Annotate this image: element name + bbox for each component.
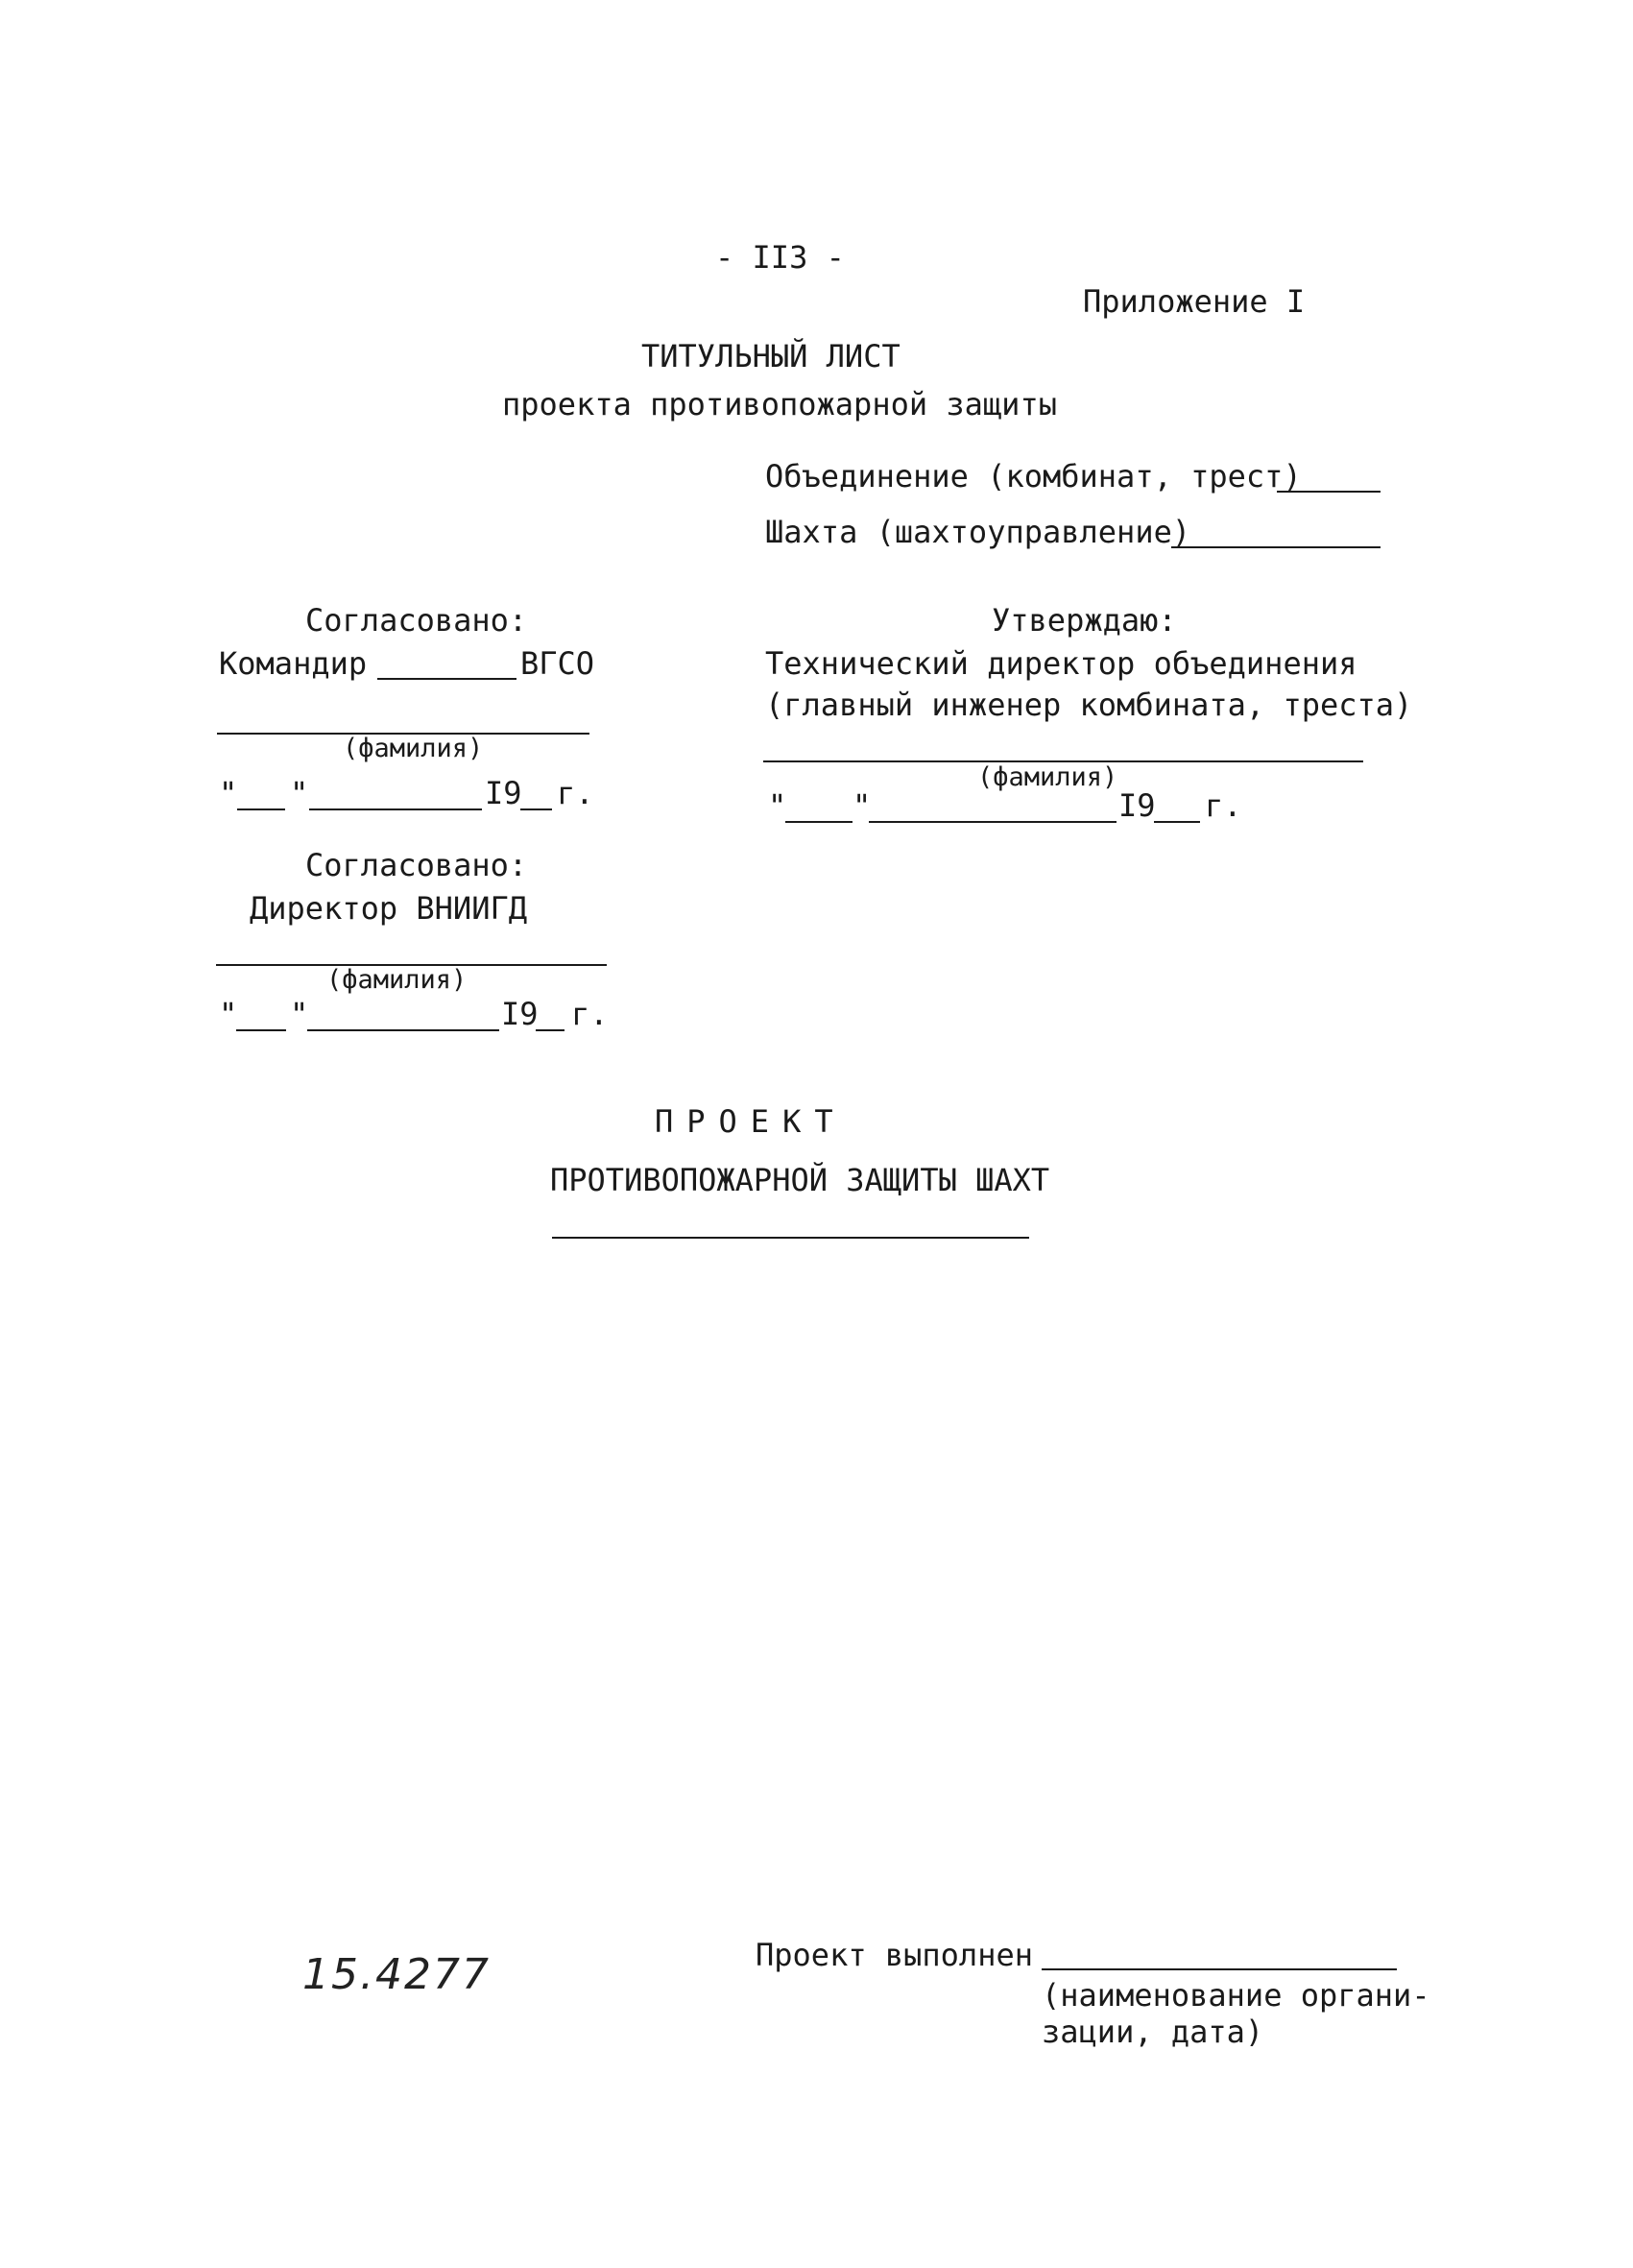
- vniigd-surname-hint: (фамилия): [326, 965, 468, 995]
- association-label: Объединение (комбинат, трест): [765, 458, 1302, 495]
- vgso-surname-hint: (фамилия): [343, 734, 484, 763]
- approved-year-suffix: г.: [1205, 787, 1242, 824]
- project-title: ПРОЕКТ: [655, 1103, 847, 1140]
- appendix-label: Приложение I: [1083, 283, 1306, 320]
- done-by-note-line2: зации, дата): [1042, 2014, 1264, 2050]
- vniigd-year-line: [536, 1029, 564, 1031]
- approved-year-line: [1154, 821, 1200, 823]
- page-number: - II3 -: [715, 239, 845, 276]
- approved-heading: Утверждаю:: [992, 602, 1177, 639]
- mine-line: [1171, 546, 1381, 548]
- commander-label: Командир: [219, 645, 368, 682]
- commander-unit-line: [377, 678, 516, 680]
- done-by-line: [1042, 1968, 1397, 1970]
- done-by-label: Проект выполнен: [756, 1937, 1033, 1973]
- vgso-quote-close: ": [290, 775, 309, 811]
- approved-surname-hint: (фамилия): [977, 762, 1118, 792]
- approved-quote-open: ": [768, 787, 787, 824]
- vgso-year: I9: [485, 775, 522, 811]
- approved-line2: (главный инженер комбината, треста): [765, 687, 1413, 723]
- vgso-year-suffix: г.: [557, 775, 594, 811]
- vgso-day-line: [237, 808, 285, 810]
- document-code: 15.4277: [302, 1950, 491, 1999]
- title-sheet-subtitle: проекта противопожарной защиты: [502, 386, 1057, 422]
- vgso-label: ВГСО: [520, 645, 595, 682]
- vniigd-day-line: [236, 1029, 286, 1031]
- approved-month-line: [869, 821, 1117, 823]
- vniigd-year: I9: [501, 996, 539, 1032]
- vgso-year-line: [520, 808, 552, 810]
- approved-day-line: [785, 821, 853, 823]
- vniigd-director-label: Директор ВНИИГД: [250, 890, 527, 927]
- approved-year: I9: [1118, 787, 1156, 824]
- done-by-note-line1: (наименование органи-: [1042, 1977, 1430, 2014]
- vgso-month-line: [309, 808, 482, 810]
- association-line: [1277, 491, 1381, 493]
- vgso-quote-open: ": [219, 775, 238, 811]
- project-subtitle: ПРОТИВОПОЖАРНОЙ ЗАЩИТЫ ШАХТ: [550, 1162, 1050, 1198]
- vniigd-month-line: [307, 1029, 499, 1031]
- vniigd-year-suffix: г.: [571, 996, 609, 1032]
- title-sheet-heading: ТИТУЛЬНЫЙ ЛИСТ: [641, 338, 901, 374]
- approved-line1: Технический директор объединения: [765, 645, 1357, 682]
- agreed-vniigd-heading: Согласовано:: [305, 847, 528, 883]
- vniigd-quote-close: ": [290, 996, 309, 1032]
- vniigd-quote-open: ": [219, 996, 238, 1032]
- approved-quote-close: ": [853, 787, 872, 824]
- project-underline: [552, 1237, 1029, 1239]
- mine-label: Шахта (шахтоуправление): [765, 514, 1191, 550]
- agreed-vgso-heading: Согласовано:: [305, 602, 528, 639]
